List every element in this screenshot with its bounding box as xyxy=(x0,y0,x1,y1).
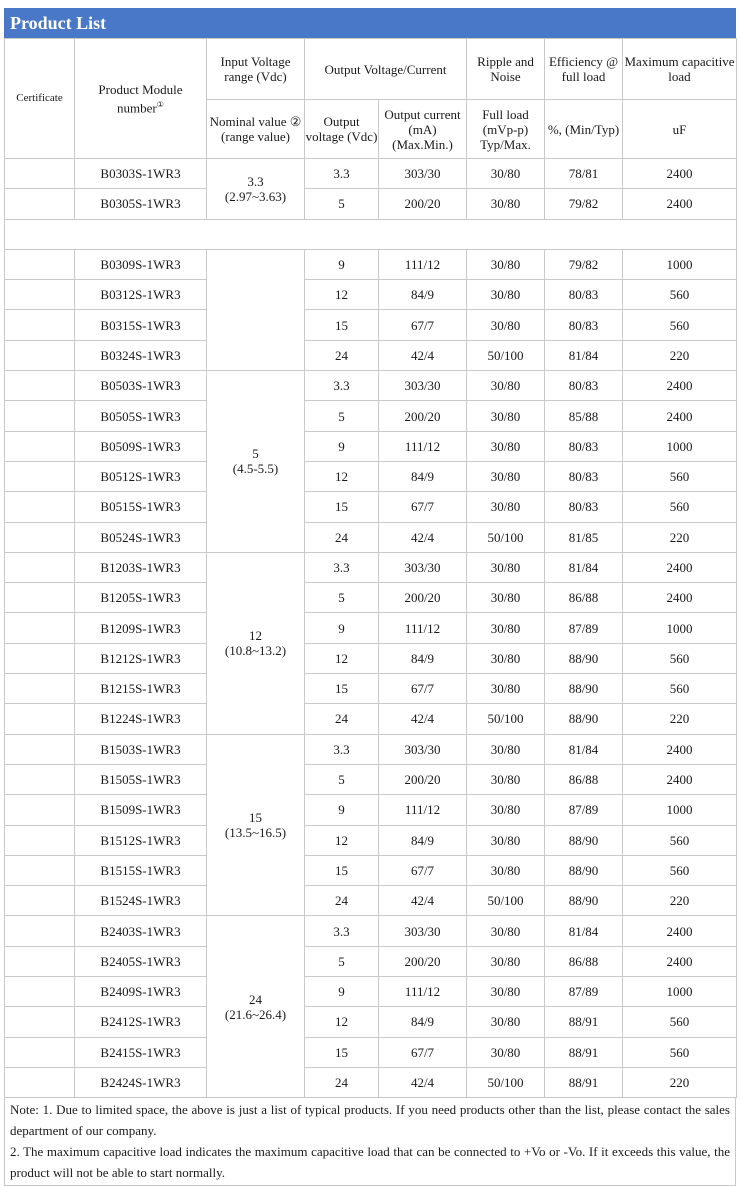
model-cell: B0312S-1WR3 xyxy=(75,280,207,310)
output-current-cell: 111/12 xyxy=(379,977,467,1007)
capacitive-load-cell: 560 xyxy=(623,825,737,855)
efficiency-cell: 88/90 xyxy=(545,674,623,704)
certificate-cell xyxy=(5,159,75,189)
output-voltage-cell: 5 xyxy=(305,583,379,613)
certificate-cell xyxy=(5,280,75,310)
certificate-cell xyxy=(5,643,75,673)
output-current-cell: 42/4 xyxy=(379,886,467,916)
capacitive-load-cell: 560 xyxy=(623,492,737,522)
certificate-cell xyxy=(5,764,75,794)
capacitive-load-cell: 560 xyxy=(623,674,737,704)
table-row xyxy=(5,159,737,189)
table-row xyxy=(5,825,737,855)
model-cell: B2403S-1WR3 xyxy=(75,916,207,946)
output-voltage-cell: 5 xyxy=(305,401,379,431)
input-voltage-cell xyxy=(207,371,305,553)
product-rows xyxy=(5,159,737,1098)
capacitive-load-cell: 2400 xyxy=(623,189,737,219)
header-product-module: Product Module number① xyxy=(75,39,207,159)
table-row xyxy=(5,340,737,370)
certificate-cell xyxy=(5,734,75,764)
efficiency-cell: 86/88 xyxy=(545,764,623,794)
model-cell: B1509S-1WR3 xyxy=(75,795,207,825)
output-current-cell: 303/30 xyxy=(379,734,467,764)
capacitive-load-cell: 560 xyxy=(623,1037,737,1067)
output-voltage-cell: 9 xyxy=(305,613,379,643)
model-cell: B1524S-1WR3 xyxy=(75,886,207,916)
output-current-cell: 42/4 xyxy=(379,340,467,370)
capacitive-load-cell: 1000 xyxy=(623,249,737,279)
output-current-cell: 303/30 xyxy=(379,916,467,946)
ripple-cell: 30/80 xyxy=(467,401,545,431)
output-voltage-cell: 3.3 xyxy=(305,734,379,764)
ripple-cell: 30/80 xyxy=(467,583,545,613)
output-current-cell: 42/4 xyxy=(379,704,467,734)
certificate-cell xyxy=(5,552,75,582)
group-gap xyxy=(5,219,737,249)
efficiency-cell: 81/84 xyxy=(545,916,623,946)
model-cell: B2424S-1WR3 xyxy=(75,1067,207,1097)
ripple-cell: 50/100 xyxy=(467,522,545,552)
table-row xyxy=(5,643,737,673)
capacitive-load-cell: 2400 xyxy=(623,583,737,613)
ripple-cell: 30/80 xyxy=(467,189,545,219)
output-voltage-cell: 9 xyxy=(305,431,379,461)
output-voltage-cell: 12 xyxy=(305,280,379,310)
table-row xyxy=(5,704,737,734)
model-cell: B1212S-1WR3 xyxy=(75,643,207,673)
header-output-voltage: Output voltage (Vdc) xyxy=(305,100,379,159)
header-efficiency: Efficiency @ full load xyxy=(545,39,623,100)
model-cell: B2415S-1WR3 xyxy=(75,1037,207,1067)
table-row xyxy=(5,795,737,825)
certificate-cell xyxy=(5,492,75,522)
certificate-cell xyxy=(5,855,75,885)
input-nominal: 15 xyxy=(249,810,262,826)
capacitive-load-cell: 220 xyxy=(623,522,737,552)
efficiency-cell: 88/90 xyxy=(545,704,623,734)
input-voltage-cell xyxy=(207,734,305,916)
certificate-cell xyxy=(5,340,75,370)
output-voltage-cell: 24 xyxy=(305,1067,379,1097)
table-row xyxy=(5,492,737,522)
ripple-cell: 30/80 xyxy=(467,461,545,491)
input-range: (21.6~26.4) xyxy=(224,1006,287,1022)
certificate-cell xyxy=(5,613,75,643)
efficiency-cell: 81/85 xyxy=(545,522,623,552)
header-input-voltage: Input Voltage range (Vdc) xyxy=(207,39,305,100)
efficiency-cell: 80/83 xyxy=(545,461,623,491)
certificate-cell xyxy=(5,1007,75,1037)
output-voltage-cell: 15 xyxy=(305,674,379,704)
efficiency-cell: 88/91 xyxy=(545,1007,623,1037)
model-cell: B1205S-1WR3 xyxy=(75,583,207,613)
model-cell: B0503S-1WR3 xyxy=(75,371,207,401)
table-row xyxy=(5,886,737,916)
ripple-cell: 30/80 xyxy=(467,795,545,825)
ripple-cell: 30/80 xyxy=(467,371,545,401)
capacitive-load-cell: 220 xyxy=(623,340,737,370)
output-voltage-cell: 12 xyxy=(305,461,379,491)
output-voltage-cell: 9 xyxy=(305,249,379,279)
model-cell: B2405S-1WR3 xyxy=(75,946,207,976)
output-current-cell: 67/7 xyxy=(379,855,467,885)
table-row xyxy=(5,583,737,613)
note-2: 2. The maximum capacitive load indicates the maximum capacitive load that can be connected to +Vo or -Vo. If it exceeds this value, the product will not be able to start normally. xyxy=(10,1144,730,1181)
certificate-cell xyxy=(5,401,75,431)
ripple-cell: 30/80 xyxy=(467,1007,545,1037)
output-current-cell: 200/20 xyxy=(379,401,467,431)
efficiency-cell: 87/89 xyxy=(545,795,623,825)
table-row xyxy=(5,674,737,704)
efficiency-cell: 85/88 xyxy=(545,401,623,431)
output-voltage-cell: 3.3 xyxy=(305,916,379,946)
efficiency-cell: 79/82 xyxy=(545,249,623,279)
certificate-cell xyxy=(5,431,75,461)
capacitive-load-cell: 1000 xyxy=(623,977,737,1007)
model-cell: B1215S-1WR3 xyxy=(75,674,207,704)
output-voltage-cell: 12 xyxy=(305,1007,379,1037)
certificate-cell xyxy=(5,522,75,552)
model-cell: B0524S-1WR3 xyxy=(75,522,207,552)
efficiency-cell: 81/84 xyxy=(545,552,623,582)
ripple-cell: 30/80 xyxy=(467,492,545,522)
certificate-cell xyxy=(5,977,75,1007)
efficiency-cell: 87/89 xyxy=(545,613,623,643)
output-current-cell: 200/20 xyxy=(379,189,467,219)
efficiency-cell: 88/90 xyxy=(545,886,623,916)
model-cell: B0324S-1WR3 xyxy=(75,340,207,370)
certificate-cell xyxy=(5,249,75,279)
header-ripple-noise: Ripple and Noise xyxy=(467,39,545,100)
header-output-voltage-current: Output Voltage/Current xyxy=(305,39,467,100)
capacitive-load-cell: 560 xyxy=(623,855,737,885)
output-current-cell: 84/9 xyxy=(379,461,467,491)
output-current-cell: 67/7 xyxy=(379,1037,467,1067)
certificate-cell xyxy=(5,916,75,946)
ripple-cell: 50/100 xyxy=(467,704,545,734)
model-cell: B1224S-1WR3 xyxy=(75,704,207,734)
output-voltage-cell: 3.3 xyxy=(305,159,379,189)
output-current-cell: 84/9 xyxy=(379,1007,467,1037)
gap-cell xyxy=(5,219,737,249)
efficiency-cell: 88/90 xyxy=(545,825,623,855)
output-voltage-cell: 15 xyxy=(305,855,379,885)
certificate-cell xyxy=(5,674,75,704)
ripple-cell: 30/80 xyxy=(467,310,545,340)
output-voltage-cell: 5 xyxy=(305,764,379,794)
model-cell: B1503S-1WR3 xyxy=(75,734,207,764)
model-cell: B2412S-1WR3 xyxy=(75,1007,207,1037)
output-current-cell: 303/30 xyxy=(379,552,467,582)
output-voltage-cell: 5 xyxy=(305,189,379,219)
certificate-cell xyxy=(5,461,75,491)
efficiency-cell: 80/83 xyxy=(545,431,623,461)
capacitive-load-cell: 2400 xyxy=(623,916,737,946)
table-row xyxy=(5,916,737,946)
ripple-cell: 30/80 xyxy=(467,159,545,189)
table-row xyxy=(5,552,737,582)
efficiency-cell: 80/83 xyxy=(545,492,623,522)
header-capacitance-unit: uF xyxy=(623,100,737,159)
output-current-cell: 67/7 xyxy=(379,674,467,704)
table-row xyxy=(5,280,737,310)
output-current-cell: 67/7 xyxy=(379,492,467,522)
input-range: (13.5~16.5) xyxy=(224,825,287,841)
efficiency-cell: 80/83 xyxy=(545,310,623,340)
output-current-cell: 42/4 xyxy=(379,522,467,552)
output-current-cell: 42/4 xyxy=(379,1067,467,1097)
input-nominal: 5 xyxy=(252,446,259,462)
certificate-cell xyxy=(5,310,75,340)
input-range: (2.97~3.63) xyxy=(224,188,287,204)
ripple-cell: 30/80 xyxy=(467,825,545,855)
table-row xyxy=(5,189,737,219)
capacitive-load-cell: 1000 xyxy=(623,431,737,461)
model-cell: B0309S-1WR3 xyxy=(75,249,207,279)
ripple-cell: 30/80 xyxy=(467,764,545,794)
capacitive-load-cell: 1000 xyxy=(623,795,737,825)
capacitive-load-cell: 560 xyxy=(623,461,737,491)
table-row xyxy=(5,1067,737,1097)
input-voltage-cell xyxy=(207,159,305,220)
input-nominal: 12 xyxy=(249,628,262,644)
ripple-cell: 30/80 xyxy=(467,643,545,673)
certificate-cell xyxy=(5,704,75,734)
header-nominal-value: Nominal value ② (range value) xyxy=(207,100,305,159)
header-efficiency-unit: %, (Min/Typ) xyxy=(545,100,623,159)
output-current-cell: 67/7 xyxy=(379,310,467,340)
output-voltage-cell: 12 xyxy=(305,643,379,673)
capacitive-load-cell: 560 xyxy=(623,643,737,673)
model-cell: B0505S-1WR3 xyxy=(75,401,207,431)
capacitive-load-cell: 560 xyxy=(623,310,737,340)
table-row xyxy=(5,249,737,279)
table-row xyxy=(5,764,737,794)
table-row xyxy=(5,946,737,976)
output-current-cell: 111/12 xyxy=(379,249,467,279)
model-cell: B0315S-1WR3 xyxy=(75,310,207,340)
ripple-cell: 50/100 xyxy=(467,340,545,370)
output-current-cell: 111/12 xyxy=(379,431,467,461)
header-output-current: Output current (mA) (Max.Min.) xyxy=(379,100,467,159)
output-current-cell: 200/20 xyxy=(379,583,467,613)
certificate-cell xyxy=(5,795,75,825)
model-cell: B1505S-1WR3 xyxy=(75,764,207,794)
capacitive-load-cell: 2400 xyxy=(623,401,737,431)
output-voltage-cell: 3.3 xyxy=(305,552,379,582)
output-current-cell: 84/9 xyxy=(379,643,467,673)
model-cell: B0303S-1WR3 xyxy=(75,159,207,189)
capacitive-load-cell: 220 xyxy=(623,704,737,734)
input-range: (4.5-5.5) xyxy=(232,461,279,477)
efficiency-cell: 87/89 xyxy=(545,977,623,1007)
efficiency-cell: 81/84 xyxy=(545,340,623,370)
input-nominal: 3.3 xyxy=(247,173,264,189)
ripple-cell: 30/80 xyxy=(467,613,545,643)
capacitive-load-cell: 2400 xyxy=(623,371,737,401)
capacitive-load-cell: 220 xyxy=(623,886,737,916)
input-nominal: 24 xyxy=(249,991,262,1007)
output-voltage-cell: 24 xyxy=(305,886,379,916)
model-cell: B2409S-1WR3 xyxy=(75,977,207,1007)
certificate-cell xyxy=(5,1067,75,1097)
output-current-cell: 303/30 xyxy=(379,159,467,189)
ripple-cell: 30/80 xyxy=(467,977,545,1007)
header-full-load: Full load (mVp-p) Typ/Max. xyxy=(467,100,545,159)
ripple-cell: 30/80 xyxy=(467,552,545,582)
certificate-cell xyxy=(5,1037,75,1067)
capacitive-load-cell: 1000 xyxy=(623,613,737,643)
efficiency-cell: 78/81 xyxy=(545,159,623,189)
capacitive-load-cell: 220 xyxy=(623,1067,737,1097)
ripple-cell: 30/80 xyxy=(467,855,545,885)
certificate-cell xyxy=(5,583,75,613)
model-cell: B0512S-1WR3 xyxy=(75,461,207,491)
ripple-cell: 30/80 xyxy=(467,431,545,461)
output-voltage-cell: 15 xyxy=(305,1037,379,1067)
efficiency-cell: 80/83 xyxy=(545,280,623,310)
capacitive-load-cell: 2400 xyxy=(623,552,737,582)
note-1: Note: 1. Due to limited space, the above is just a list of typical products. If you need products other than the list, please contact the sales department of our company. xyxy=(10,1102,730,1139)
output-voltage-cell: 24 xyxy=(305,340,379,370)
efficiency-cell: 80/83 xyxy=(545,371,623,401)
output-voltage-cell: 3.3 xyxy=(305,371,379,401)
ripple-cell: 50/100 xyxy=(467,1067,545,1097)
output-voltage-cell: 5 xyxy=(305,946,379,976)
output-current-cell: 111/12 xyxy=(379,613,467,643)
model-cell: B1209S-1WR3 xyxy=(75,613,207,643)
capacitive-load-cell: 2400 xyxy=(623,734,737,764)
certificate-cell xyxy=(5,886,75,916)
output-current-cell: 200/20 xyxy=(379,764,467,794)
input-range: (10.8~13.2) xyxy=(224,643,287,659)
ripple-cell: 30/80 xyxy=(467,1037,545,1067)
section-title: Product List xyxy=(4,8,736,38)
ripple-cell: 30/80 xyxy=(467,916,545,946)
table-row xyxy=(5,1007,737,1037)
header-max-capacitive-load: Maximum capacitive load xyxy=(623,39,737,100)
output-voltage-cell: 9 xyxy=(305,795,379,825)
output-voltage-cell: 9 xyxy=(305,977,379,1007)
capacitive-load-cell: 2400 xyxy=(623,946,737,976)
efficiency-cell: 81/84 xyxy=(545,734,623,764)
output-voltage-cell: 15 xyxy=(305,492,379,522)
output-voltage-cell: 12 xyxy=(305,825,379,855)
input-voltage-cell xyxy=(207,552,305,734)
model-cell: B1203S-1WR3 xyxy=(75,552,207,582)
input-voltage-cell xyxy=(207,916,305,1098)
output-current-cell: 84/9 xyxy=(379,280,467,310)
efficiency-cell: 88/90 xyxy=(545,643,623,673)
ripple-cell: 30/80 xyxy=(467,946,545,976)
output-current-cell: 111/12 xyxy=(379,795,467,825)
table-row xyxy=(5,461,737,491)
table-row xyxy=(5,613,737,643)
output-current-cell: 200/20 xyxy=(379,946,467,976)
table-row xyxy=(5,431,737,461)
output-voltage-cell: 24 xyxy=(305,704,379,734)
table-row xyxy=(5,310,737,340)
output-current-cell: 303/30 xyxy=(379,371,467,401)
notes xyxy=(4,1098,736,1186)
efficiency-cell: 86/88 xyxy=(545,583,623,613)
model-cell: B1512S-1WR3 xyxy=(75,825,207,855)
ripple-cell: 50/100 xyxy=(467,886,545,916)
certificate-cell xyxy=(5,946,75,976)
table-row xyxy=(5,734,737,764)
efficiency-cell: 86/88 xyxy=(545,946,623,976)
model-cell: B0305S-1WR3 xyxy=(75,189,207,219)
input-voltage-cell xyxy=(207,249,305,370)
table-row xyxy=(5,522,737,552)
efficiency-cell: 79/82 xyxy=(545,189,623,219)
table-row xyxy=(5,855,737,885)
efficiency-cell: 88/90 xyxy=(545,855,623,885)
ripple-cell: 30/80 xyxy=(467,674,545,704)
certificate-cell xyxy=(5,825,75,855)
product-table xyxy=(4,38,737,1098)
efficiency-cell: 88/91 xyxy=(545,1067,623,1097)
certificate-cell xyxy=(5,189,75,219)
capacitive-load-cell: 2400 xyxy=(623,764,737,794)
ripple-cell: 30/80 xyxy=(467,249,545,279)
capacitive-load-cell: 560 xyxy=(623,280,737,310)
certificate-cell xyxy=(5,371,75,401)
output-current-cell: 84/9 xyxy=(379,825,467,855)
capacitive-load-cell: 560 xyxy=(623,1007,737,1037)
output-voltage-cell: 24 xyxy=(305,522,379,552)
table-row xyxy=(5,977,737,1007)
capacitive-load-cell: 2400 xyxy=(623,159,737,189)
model-cell: B0515S-1WR3 xyxy=(75,492,207,522)
output-voltage-cell: 15 xyxy=(305,310,379,340)
efficiency-cell: 88/91 xyxy=(545,1037,623,1067)
header-certificate: Certificate xyxy=(5,39,75,159)
model-cell: B1515S-1WR3 xyxy=(75,855,207,885)
table-row xyxy=(5,1037,737,1067)
table-row xyxy=(5,401,737,431)
model-cell: B0509S-1WR3 xyxy=(75,431,207,461)
ripple-cell: 30/80 xyxy=(467,280,545,310)
table-row xyxy=(5,371,737,401)
ripple-cell: 30/80 xyxy=(467,734,545,764)
